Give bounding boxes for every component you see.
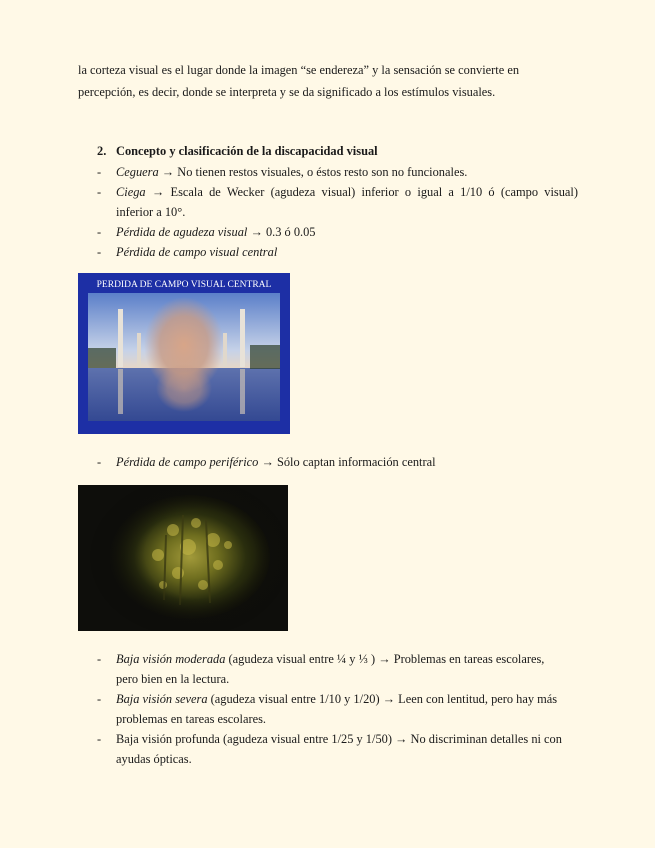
definition: Sólo captan información central [276, 455, 436, 469]
list-dash: - [97, 225, 102, 239]
arrow: → [258, 455, 277, 469]
term-campo-central: Pérdida de campo visual central [116, 245, 278, 259]
arrow: → [145, 185, 171, 199]
term-agudeza: Pérdida de agudeza visual [116, 225, 248, 239]
list-dash: - [97, 692, 102, 706]
definition: Baja visión profunda (agudeza visual entre 1/25 y 1/50) → No discriminan detalles ni con [116, 732, 562, 746]
arrow: → [158, 165, 178, 179]
list-item-agudeza [97, 222, 578, 242]
definition-continuation: inferior a 10°. [116, 205, 186, 219]
intro-line-2: percepción, es decir, donde se interpreta y se da significado a los estímulos visuales. [78, 85, 496, 99]
list-item-baja-vision-severa [97, 689, 578, 729]
section-number: 2. [97, 144, 107, 158]
list-dash: - [97, 455, 102, 469]
image-caption: PERDIDA DE CAMPO VISUAL CENTRAL [96, 280, 272, 290]
term-ceguera: Ceguera [116, 165, 159, 179]
list-dash: - [97, 245, 102, 259]
peripheral-field-loss-image [78, 485, 288, 631]
list-dash: - [97, 732, 102, 746]
definition: 0.3 ó 0.05 [265, 225, 316, 239]
definition-continuation: ayudas ópticas. [116, 752, 192, 766]
list-item-baja-vision-moderada [97, 649, 578, 689]
definition-continuation: pero bien en la lectura. [116, 672, 230, 686]
central-field-loss-image [78, 273, 290, 434]
list-item-campo-central [97, 242, 578, 262]
section-title: Concepto y clasificación de la discapacidad visual [116, 144, 378, 158]
list-item-baja-vision-profunda [97, 729, 578, 769]
term-baja-vision-moderada: Baja visión moderada [116, 652, 226, 666]
list-dash: - [97, 165, 102, 179]
term-ciega: Ciega [116, 185, 146, 199]
intro-line-1: la corteza visual es el lugar donde la imagen “se endereza” y la sensación se convierte en [78, 63, 520, 77]
list-item-campo-periferico [97, 452, 578, 472]
term-campo-periferico: Pérdida de campo periférico [116, 455, 259, 469]
definition: (agudeza visual entre ¼ y ⅓ ) → Problemas en tareas escolares, [225, 652, 545, 666]
definition: Escala de Wecker (agudeza visual) inferior o igual a 1/10 ó (campo visual) [170, 185, 579, 199]
definition-continuation: problemas en tareas escolares. [116, 712, 266, 726]
definition: No tienen restos visuales, o éstos resto son no funcionales. [177, 165, 468, 179]
intro-paragraph [78, 59, 578, 103]
section-heading [97, 141, 378, 161]
list-dash: - [97, 652, 102, 666]
list-item-ciega [97, 182, 578, 222]
list-dash: - [97, 185, 102, 199]
definition: (agudeza visual entre 1/10 y 1/20) → Leen con lentitud, pero hay más [207, 692, 558, 706]
list-item-ceguera [97, 162, 578, 182]
arrow: → [247, 225, 266, 239]
term-baja-vision-severa: Baja visión severa [116, 692, 208, 706]
